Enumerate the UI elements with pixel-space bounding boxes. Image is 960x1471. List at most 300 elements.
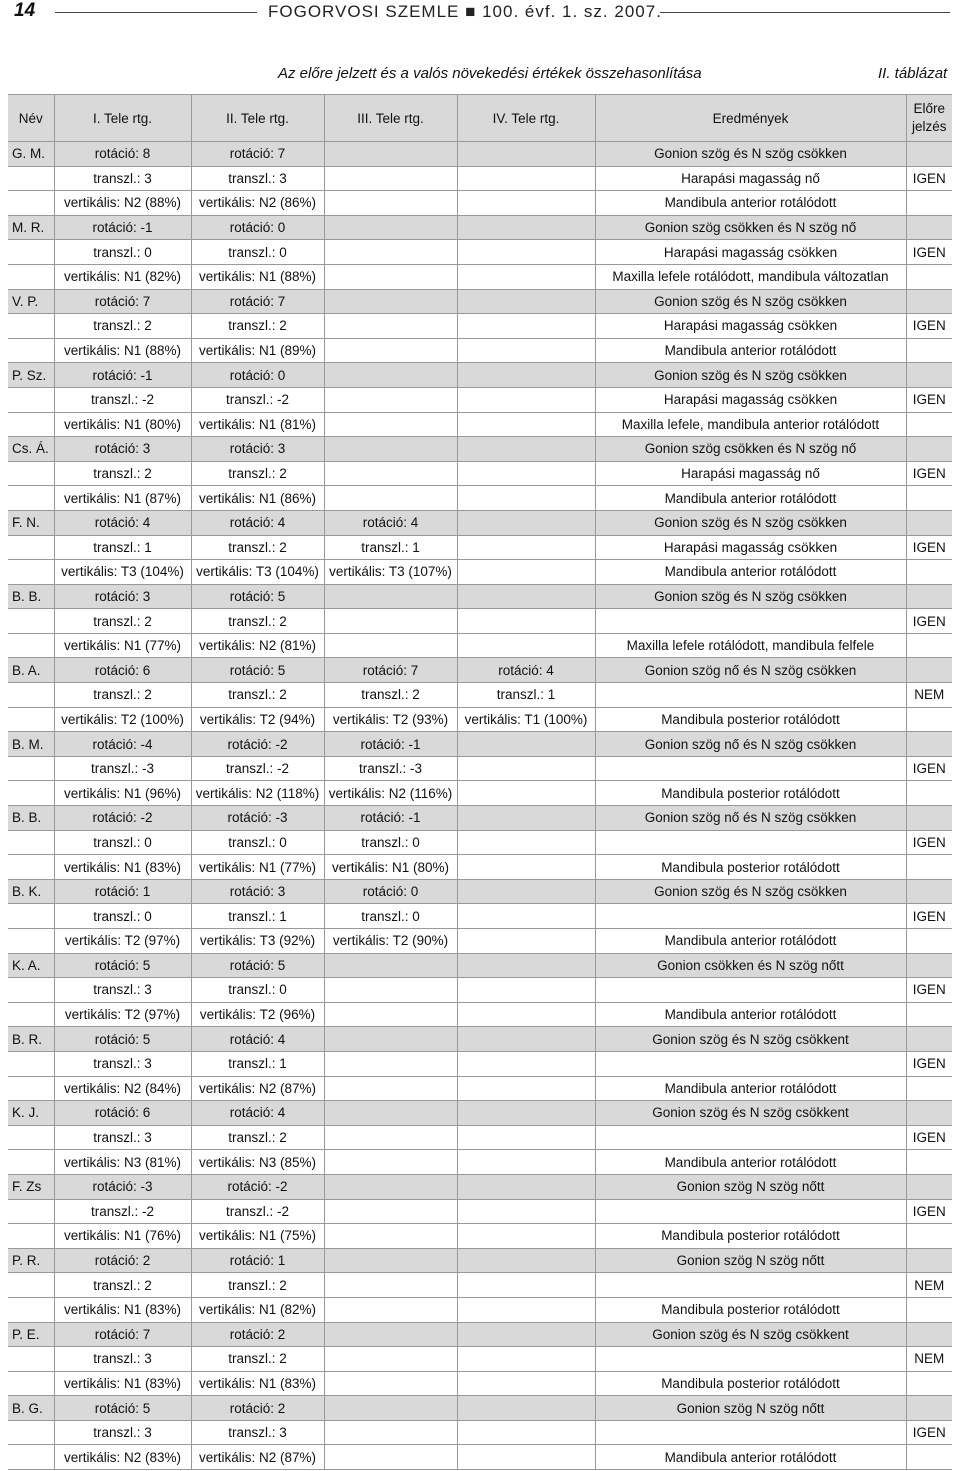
- tele-1-value: rotáció: 2: [54, 1248, 191, 1273]
- tele-4-value: [457, 437, 595, 462]
- tele-4-value: [457, 830, 595, 855]
- table-row: [8, 1297, 952, 1322]
- tele-2-value: vertikális: N2 (87%): [191, 1076, 324, 1101]
- tele-1-value: transzl.: 0: [54, 904, 191, 929]
- tele-4-value: [457, 486, 595, 511]
- patient-name: [8, 1420, 54, 1445]
- table-row: [8, 584, 952, 609]
- tele-3-value: vertikális: N1 (80%): [324, 855, 457, 880]
- result-text: Gonion szög csökken és N szög nő: [595, 215, 906, 240]
- result-text: [595, 978, 906, 1003]
- tele-4-value: [457, 1273, 595, 1298]
- prediction-value: [906, 1248, 952, 1273]
- result-text: Mandibula posterior rotálódott: [595, 707, 906, 732]
- tele-4-value: [457, 510, 595, 535]
- tele-2-value: rotáció: 1: [191, 1248, 324, 1273]
- tele-4-value: [457, 879, 595, 904]
- tele-4-value: [457, 1248, 595, 1273]
- tele-3-value: [324, 1371, 457, 1396]
- tele-3-value: [324, 264, 457, 289]
- tele-2-value: rotáció: 5: [191, 953, 324, 978]
- table-row: [8, 289, 952, 314]
- table-row: [8, 609, 952, 634]
- table-row: [8, 658, 952, 683]
- prediction-value: [906, 1174, 952, 1199]
- table-row: [8, 1051, 952, 1076]
- tele-1-value: vertikális: N1 (80%): [54, 412, 191, 437]
- prediction-value: NEM: [906, 1273, 952, 1298]
- tele-1-value: transzl.: 0: [54, 830, 191, 855]
- patient-name: [8, 560, 54, 585]
- tele-3-value: [324, 142, 457, 167]
- result-text: Gonion szög nő és N szög csökken: [595, 732, 906, 757]
- tele-3-value: [324, 437, 457, 462]
- prediction-value: [906, 1150, 952, 1175]
- prediction-value: [906, 437, 952, 462]
- tele-1-value: transzl.: 2: [54, 461, 191, 486]
- result-text: Maxilla lefele rotálódott, mandibula felfele: [595, 633, 906, 658]
- table-row: [8, 1076, 952, 1101]
- prediction-value: IGEN: [906, 461, 952, 486]
- patient-name: B. G.: [8, 1396, 54, 1421]
- tele-1-value: vertikális: N1 (88%): [54, 338, 191, 363]
- tele-3-value: [324, 1125, 457, 1150]
- tele-1-value: rotáció: 6: [54, 658, 191, 683]
- result-text: Mandibula anterior rotálódott: [595, 1150, 906, 1175]
- tele-4-value: [457, 953, 595, 978]
- tele-4-value: [457, 142, 595, 167]
- result-text: [595, 609, 906, 634]
- tele-2-value: rotáció: 0: [191, 363, 324, 388]
- tele-2-value: transzl.: -2: [191, 756, 324, 781]
- patient-name: [8, 1273, 54, 1298]
- table-row: [8, 830, 952, 855]
- tele-2-value: transzl.: 0: [191, 978, 324, 1003]
- result-text: Gonion szög és N szög csökkent: [595, 1322, 906, 1347]
- result-text: [595, 1273, 906, 1298]
- result-text: Harapási magasság csökken: [595, 240, 906, 265]
- table-caption: Az előre jelzett és a valós növekedési értékek összehasonlítása: [278, 65, 702, 82]
- table-row: [8, 387, 952, 412]
- tele-4-value: [457, 314, 595, 339]
- result-text: Gonion szög nő és N szög csökken: [595, 806, 906, 831]
- tele-1-value: rotáció: 6: [54, 1101, 191, 1126]
- tele-2-value: vertikális: T2 (96%): [191, 1002, 324, 1027]
- table-row: [8, 683, 952, 708]
- prediction-value: [906, 1445, 952, 1470]
- tele-4-value: [457, 1027, 595, 1052]
- patient-name: [8, 756, 54, 781]
- col-header-prediction: Előre jelzés: [906, 95, 952, 142]
- patient-name: [8, 166, 54, 191]
- result-text: Gonion szög és N szög csökken: [595, 289, 906, 314]
- tele-1-value: rotáció: -2: [54, 806, 191, 831]
- result-text: Mandibula anterior rotálódott: [595, 191, 906, 216]
- tele-4-value: [457, 1224, 595, 1249]
- result-text: [595, 756, 906, 781]
- tele-2-value: vertikális: T3 (92%): [191, 929, 324, 954]
- tele-2-value: vertikális: N2 (118%): [191, 781, 324, 806]
- tele-3-value: [324, 1224, 457, 1249]
- prediction-value: IGEN: [906, 904, 952, 929]
- result-text: [595, 1420, 906, 1445]
- tele-3-value: [324, 289, 457, 314]
- table-row: [8, 1396, 952, 1421]
- prediction-value: [906, 929, 952, 954]
- patient-name: P. E.: [8, 1322, 54, 1347]
- tele-3-value: [324, 633, 457, 658]
- tele-3-value: vertikális: N2 (116%): [324, 781, 457, 806]
- tele-2-value: vertikális: N3 (85%): [191, 1150, 324, 1175]
- tele-2-value: vertikális: T3 (104%): [191, 560, 324, 585]
- tele-3-value: [324, 1027, 457, 1052]
- tele-3-value: [324, 1199, 457, 1224]
- prediction-value: [906, 1027, 952, 1052]
- patient-name: F. N.: [8, 510, 54, 535]
- result-text: [595, 1051, 906, 1076]
- prediction-value: IGEN: [906, 166, 952, 191]
- table-row: [8, 1347, 952, 1372]
- tele-3-value: transzl.: 0: [324, 830, 457, 855]
- patient-name: [8, 633, 54, 658]
- tele-4-value: [457, 363, 595, 388]
- tele-1-value: rotáció: -4: [54, 732, 191, 757]
- prediction-value: [906, 510, 952, 535]
- tele-4-value: [457, 756, 595, 781]
- tele-1-value: vertikális: N2 (84%): [54, 1076, 191, 1101]
- tele-2-value: vertikális: N2 (81%): [191, 633, 324, 658]
- patient-name: [8, 191, 54, 216]
- tele-1-value: transzl.: 0: [54, 240, 191, 265]
- patient-name: B. R.: [8, 1027, 54, 1052]
- patient-name: [8, 1125, 54, 1150]
- table-row: [8, 314, 952, 339]
- tele-2-value: transzl.: 0: [191, 240, 324, 265]
- tele-3-value: [324, 363, 457, 388]
- tele-1-value: vertikális: N1 (82%): [54, 264, 191, 289]
- patient-name: [8, 461, 54, 486]
- table-row: [8, 1273, 952, 1298]
- prediction-value: [906, 289, 952, 314]
- result-text: Maxilla lefele rotálódott, mandibula változatlan: [595, 264, 906, 289]
- tele-4-value: [457, 215, 595, 240]
- tele-2-value: rotáció: -3: [191, 806, 324, 831]
- result-text: Mandibula posterior rotálódott: [595, 781, 906, 806]
- tele-3-value: transzl.: 1: [324, 535, 457, 560]
- tele-3-value: [324, 166, 457, 191]
- result-text: [595, 904, 906, 929]
- tele-1-value: transzl.: 2: [54, 314, 191, 339]
- tele-1-value: rotáció: -1: [54, 215, 191, 240]
- result-text: [595, 830, 906, 855]
- patient-name: B. B.: [8, 584, 54, 609]
- tele-4-value: [457, 584, 595, 609]
- tele-2-value: rotáció: 7: [191, 142, 324, 167]
- patient-name: [8, 314, 54, 339]
- prediction-value: [906, 215, 952, 240]
- tele-4-value: vertikális: T1 (100%): [457, 707, 595, 732]
- table-row: [8, 535, 952, 560]
- patient-name: F. Zs: [8, 1174, 54, 1199]
- tele-1-value: transzl.: 3: [54, 1125, 191, 1150]
- tele-1-value: rotáció: 5: [54, 953, 191, 978]
- tele-4-value: [457, 1002, 595, 1027]
- patient-name: B. B.: [8, 806, 54, 831]
- tele-2-value: vertikális: N2 (86%): [191, 191, 324, 216]
- tele-1-value: rotáció: 4: [54, 510, 191, 535]
- tele-2-value: transzl.: 0: [191, 830, 324, 855]
- result-text: Mandibula anterior rotálódott: [595, 338, 906, 363]
- patient-name: [8, 338, 54, 363]
- table-row: [8, 1150, 952, 1175]
- patient-name: [8, 264, 54, 289]
- tele-2-value: transzl.: 3: [191, 166, 324, 191]
- patient-name: [8, 904, 54, 929]
- tele-4-value: [457, 1347, 595, 1372]
- tele-3-value: vertikális: T2 (93%): [324, 707, 457, 732]
- table-row: [8, 1371, 952, 1396]
- tele-4-value: [457, 412, 595, 437]
- table-body: [8, 142, 952, 1470]
- result-text: [595, 1347, 906, 1372]
- tele-3-value: [324, 609, 457, 634]
- table-row: [8, 929, 952, 954]
- tele-4-value: [457, 387, 595, 412]
- tele-4-value: [457, 560, 595, 585]
- tele-1-value: vertikális: N2 (83%): [54, 1445, 191, 1470]
- col-header-tele4: IV. Tele rtg.: [457, 95, 595, 142]
- col-header-tele3: III. Tele rtg.: [324, 95, 457, 142]
- prediction-value: [906, 338, 952, 363]
- patient-name: [8, 1002, 54, 1027]
- tele-1-value: rotáció: 5: [54, 1396, 191, 1421]
- result-text: Mandibula anterior rotálódott: [595, 1076, 906, 1101]
- table-row: [8, 142, 952, 167]
- table-row: [8, 560, 952, 585]
- result-text: Gonion szög és N szög csökkent: [595, 1101, 906, 1126]
- prediction-value: [906, 142, 952, 167]
- col-header-name: Név: [8, 95, 54, 142]
- tele-1-value: rotáció: 3: [54, 437, 191, 462]
- page-header: [0, 0, 960, 28]
- tele-1-value: rotáció: -1: [54, 363, 191, 388]
- result-text: Gonion szög és N szög csökkent: [595, 1027, 906, 1052]
- patient-name: [8, 929, 54, 954]
- patient-name: [8, 781, 54, 806]
- result-text: [595, 683, 906, 708]
- tele-2-value: transzl.: 2: [191, 535, 324, 560]
- prediction-value: NEM: [906, 683, 952, 708]
- tele-4-value: [457, 535, 595, 560]
- tele-2-value: vertikális: N1 (88%): [191, 264, 324, 289]
- table-row: [8, 486, 952, 511]
- tele-3-value: [324, 461, 457, 486]
- tele-4-value: [457, 1101, 595, 1126]
- patient-name: B. M.: [8, 732, 54, 757]
- patient-name: M. R.: [8, 215, 54, 240]
- result-text: [595, 1125, 906, 1150]
- tele-1-value: transzl.: 3: [54, 1420, 191, 1445]
- tele-3-value: [324, 1150, 457, 1175]
- tele-2-value: vertikális: N1 (75%): [191, 1224, 324, 1249]
- prediction-value: [906, 1297, 952, 1322]
- tele-3-value: rotáció: -1: [324, 806, 457, 831]
- tele-3-value: [324, 978, 457, 1003]
- prediction-value: [906, 953, 952, 978]
- patient-name: G. M.: [8, 142, 54, 167]
- patient-name: [8, 1347, 54, 1372]
- tele-1-value: rotáció: 3: [54, 584, 191, 609]
- comparison-table: [8, 94, 952, 1470]
- patient-name: [8, 1445, 54, 1470]
- patient-name: [8, 609, 54, 634]
- tele-4-value: [457, 1420, 595, 1445]
- result-text: Maxilla lefele, mandibula anterior rotálódott: [595, 412, 906, 437]
- table-row: [8, 756, 952, 781]
- tele-4-value: [457, 1445, 595, 1470]
- table-row: [8, 1174, 952, 1199]
- tele-2-value: vertikális: N1 (77%): [191, 855, 324, 880]
- tele-4-value: [457, 732, 595, 757]
- tele-3-value: [324, 1174, 457, 1199]
- result-text: Gonion szög és N szög csökken: [595, 879, 906, 904]
- tele-1-value: rotáció: 5: [54, 1027, 191, 1052]
- table-row: [8, 1125, 952, 1150]
- tele-1-value: transzl.: -3: [54, 756, 191, 781]
- patient-name: B. A.: [8, 658, 54, 683]
- col-header-tele1: I. Tele rtg.: [54, 95, 191, 142]
- tele-4-value: [457, 240, 595, 265]
- table-row: [8, 1420, 952, 1445]
- header-rule-right: [660, 12, 950, 13]
- tele-3-value: [324, 1297, 457, 1322]
- patient-name: K. J.: [8, 1101, 54, 1126]
- prediction-value: [906, 855, 952, 880]
- tele-4-value: [457, 633, 595, 658]
- prediction-value: IGEN: [906, 387, 952, 412]
- tele-1-value: rotáció: 1: [54, 879, 191, 904]
- tele-4-value: [457, 1150, 595, 1175]
- patient-name: B. K.: [8, 879, 54, 904]
- tele-2-value: transzl.: -2: [191, 1199, 324, 1224]
- table-row: [8, 510, 952, 535]
- tele-2-value: transzl.: 3: [191, 1420, 324, 1445]
- patient-name: [8, 1371, 54, 1396]
- prediction-value: IGEN: [906, 1125, 952, 1150]
- patient-name: [8, 387, 54, 412]
- tele-1-value: vertikális: N2 (88%): [54, 191, 191, 216]
- tele-3-value: rotáció: 4: [324, 510, 457, 535]
- table-row: [8, 1101, 952, 1126]
- header-rule-left: [55, 12, 257, 13]
- patient-name: [8, 535, 54, 560]
- tele-4-value: [457, 264, 595, 289]
- prediction-value: [906, 658, 952, 683]
- tele-4-value: [457, 1371, 595, 1396]
- tele-3-value: transzl.: 2: [324, 683, 457, 708]
- tele-4-value: [457, 1076, 595, 1101]
- prediction-value: [906, 486, 952, 511]
- tele-1-value: transzl.: 2: [54, 1273, 191, 1298]
- prediction-value: [906, 1371, 952, 1396]
- tele-2-value: transzl.: 2: [191, 461, 324, 486]
- tele-3-value: [324, 1248, 457, 1273]
- result-text: Mandibula posterior rotálódott: [595, 1297, 906, 1322]
- prediction-value: IGEN: [906, 1199, 952, 1224]
- table-row: [8, 1445, 952, 1470]
- tele-3-value: [324, 1002, 457, 1027]
- tele-2-value: transzl.: 2: [191, 314, 324, 339]
- tele-1-value: transzl.: 3: [54, 1051, 191, 1076]
- tele-2-value: transzl.: 2: [191, 1125, 324, 1150]
- table-row: [8, 953, 952, 978]
- tele-2-value: rotáció: 3: [191, 437, 324, 462]
- tele-4-value: [457, 1051, 595, 1076]
- tele-1-value: rotáció: 7: [54, 1322, 191, 1347]
- result-text: Mandibula anterior rotálódott: [595, 1445, 906, 1470]
- patient-name: [8, 855, 54, 880]
- prediction-value: [906, 1002, 952, 1027]
- result-text: Mandibula posterior rotálódott: [595, 855, 906, 880]
- tele-2-value: transzl.: 2: [191, 1347, 324, 1372]
- tele-2-value: vertikális: N1 (86%): [191, 486, 324, 511]
- tele-3-value: [324, 953, 457, 978]
- patient-name: [8, 1199, 54, 1224]
- result-text: Gonion szög és N szög csökken: [595, 142, 906, 167]
- tele-4-value: transzl.: 1: [457, 683, 595, 708]
- result-text: Gonion csökken és N szög nőtt: [595, 953, 906, 978]
- tele-1-value: transzl.: -2: [54, 387, 191, 412]
- tele-2-value: rotáció: 5: [191, 658, 324, 683]
- table-row: [8, 191, 952, 216]
- tele-3-value: [324, 1076, 457, 1101]
- tele-3-value: rotáció: 0: [324, 879, 457, 904]
- patient-name: [8, 1224, 54, 1249]
- prediction-value: [906, 264, 952, 289]
- tele-4-value: [457, 1125, 595, 1150]
- result-text: Gonion szög csökken és N szög nő: [595, 437, 906, 462]
- prediction-value: IGEN: [906, 1420, 952, 1445]
- result-text: Harapási magasság csökken: [595, 314, 906, 339]
- tele-4-value: [457, 855, 595, 880]
- tele-3-value: rotáció: 7: [324, 658, 457, 683]
- tele-4-value: [457, 904, 595, 929]
- tele-2-value: transzl.: 1: [191, 1051, 324, 1076]
- tele-3-value: transzl.: -3: [324, 756, 457, 781]
- tele-1-value: vertikális: T3 (104%): [54, 560, 191, 585]
- tele-3-value: [324, 1396, 457, 1421]
- tele-3-value: [324, 412, 457, 437]
- table-row: [8, 264, 952, 289]
- prediction-value: IGEN: [906, 830, 952, 855]
- table-row: [8, 461, 952, 486]
- result-text: Gonion szög és N szög csökken: [595, 363, 906, 388]
- table-row: [8, 1027, 952, 1052]
- tele-1-value: vertikális: N1 (96%): [54, 781, 191, 806]
- prediction-value: IGEN: [906, 314, 952, 339]
- tele-2-value: vertikális: N2 (87%): [191, 1445, 324, 1470]
- table-row: [8, 732, 952, 757]
- result-text: Harapási magasság csökken: [595, 535, 906, 560]
- tele-4-value: [457, 609, 595, 634]
- tele-3-value: rotáció: -1: [324, 732, 457, 757]
- tele-1-value: vertikális: N1 (83%): [54, 855, 191, 880]
- patient-name: V. P.: [8, 289, 54, 314]
- tele-1-value: transzl.: 3: [54, 166, 191, 191]
- tele-3-value: [324, 584, 457, 609]
- result-text: Gonion szög N szög nőtt: [595, 1396, 906, 1421]
- prediction-value: [906, 707, 952, 732]
